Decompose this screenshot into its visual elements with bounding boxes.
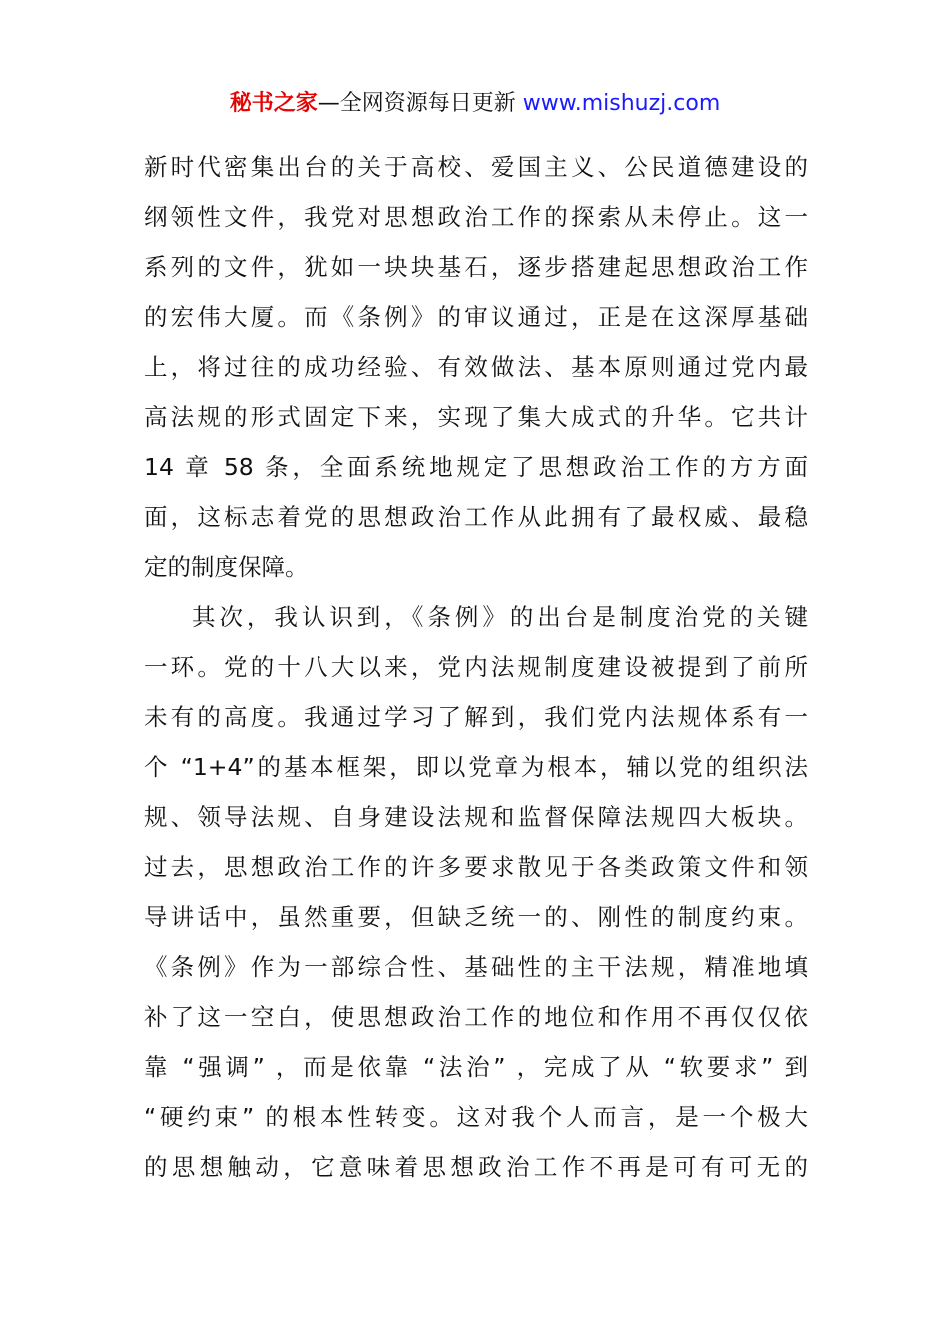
document-body bbox=[144, 147, 808, 1197]
text-line: 导讲话中，虽然重要，但缺乏统一的、刚性的制度约束。 bbox=[144, 903, 808, 931]
text-line: 补了这一空白，使思想政治工作的地位和作用不再仅仅依 bbox=[144, 1003, 808, 1031]
text-line: 的思想触动，它意味着思想政治工作不再是可有可无的 bbox=[144, 1153, 808, 1181]
text-line: 系列的文件，犹如一块块基石，逐步搭建起思想政治工作 bbox=[144, 253, 808, 281]
text-line: 纲领性文件，我党对思想政治工作的探索从未停止。这一 bbox=[144, 203, 808, 231]
text-line: “硬约束” 的根本性转变。这对我个人而言，是一个极大 bbox=[144, 1103, 808, 1131]
text-line: 一环。党的十八大以来，党内法规制度建设被提到了前所 bbox=[144, 653, 808, 681]
text-line: 14 章 58 条，全面系统地规定了思想政治工作的方方面 bbox=[144, 453, 808, 481]
site-url[interactable]: www.mishuzj.com bbox=[522, 91, 721, 116]
text-line: 靠 “强调” ，而是依靠 “法治” ，完成了从 “软要求” 到 bbox=[144, 1053, 808, 1081]
site-header bbox=[0, 86, 950, 122]
text-line: 个 “1+4”的基本框架，即以党章为根本，辅以党的组织法 bbox=[144, 753, 808, 781]
text-line-paragraph-end: 定的制度保障。 bbox=[144, 553, 309, 581]
text-line: 规、领导法规、自身建设法规和监督保障法规四大板块。 bbox=[144, 803, 808, 831]
text-line: 高法规的形式固定下来，实现了集大成式的升华。它共计 bbox=[144, 403, 808, 431]
text-line: 面，这标志着党的思想政治工作从此拥有了最权威、最稳 bbox=[144, 503, 808, 531]
text-line: 的宏伟大厦。而《条例》的审议通过，正是在这深厚基础 bbox=[144, 303, 808, 331]
brand-name: 秘书之家 bbox=[229, 91, 318, 116]
text-line: 《条例》作为一部综合性、基础性的主干法规，精准地填 bbox=[144, 953, 808, 981]
text-line: 未有的高度。我通过学习了解到，我们党内法规体系有一 bbox=[144, 703, 808, 731]
text-line: 上，将过往的成功经验、有效做法、基本原则通过党内最 bbox=[144, 353, 808, 381]
text-line-paragraph-start: 其次，我认识到，《条例》的出台是制度治党的关键 bbox=[192, 603, 808, 631]
text-line: 新时代密集出台的关于高校、爱国主义、公民道德建设的 bbox=[144, 153, 808, 181]
text-line: 过去，思想政治工作的许多要求散见于各类政策文件和领 bbox=[144, 853, 808, 881]
header-tagline: —全网资源每日更新 bbox=[317, 91, 523, 116]
